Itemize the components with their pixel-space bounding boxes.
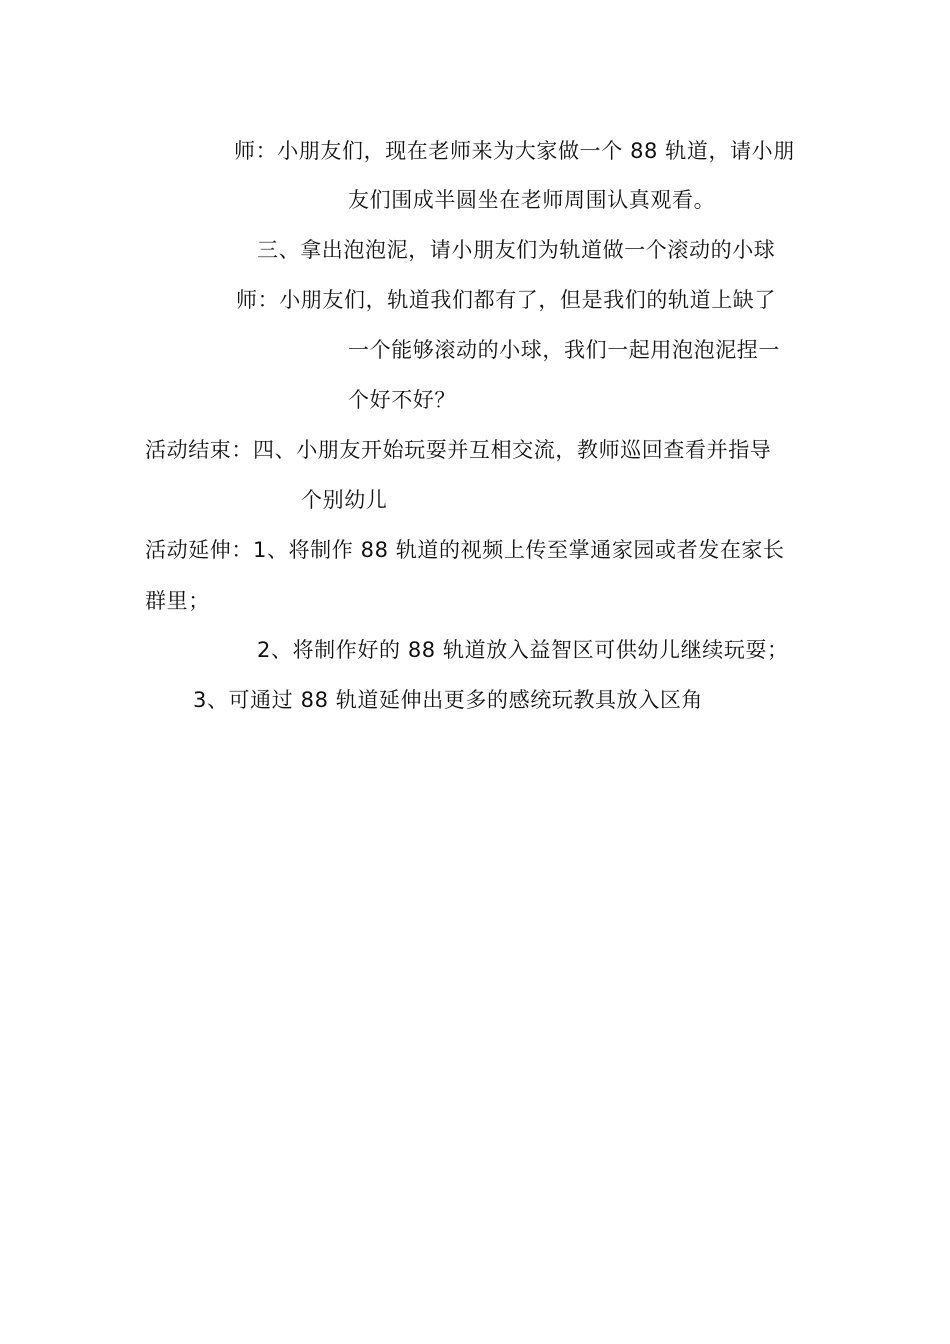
teacher-line-2-continued: 一个能够滚动的小球，我们一起用泡泡泥捏一: [348, 338, 780, 362]
teacher-line-1-continued: 友们围成半圆坐在老师周围认真观看。: [348, 188, 716, 212]
teacher-line-2: 师：小朋友们，轨道我们都有了，但是我们的轨道上缺了: [236, 288, 776, 312]
teacher-line-1: 师：小朋友们，现在老师来为大家做一个 88 轨道，请小朋: [234, 139, 795, 163]
teacher-line-2-end: 个好不好？: [348, 388, 456, 412]
activity-end-paragraph: 活动结束：四、小朋友开始玩耍并互相交流，教师巡回查看并指导: [145, 438, 772, 462]
activity-end-continued: 个别幼儿: [301, 488, 388, 512]
activity-extension-item-2: 2、将制作好的 88 轨道放入益智区可供幼儿继续玩耍；: [257, 638, 789, 662]
activity-extension-item-1: 活动延伸：1、将制作 88 轨道的视频上传至掌通家园或者发在家长: [145, 538, 785, 562]
activity-extension-item-1-continued: 群里；: [145, 589, 210, 613]
activity-extension-item-3: 3、可通过 88 轨道延伸出更多的感统玩教具放入区角: [193, 688, 704, 712]
step-three-heading: 三、拿出泡泡泥，请小朋友们为轨道做一个滚动的小球: [257, 238, 776, 262]
